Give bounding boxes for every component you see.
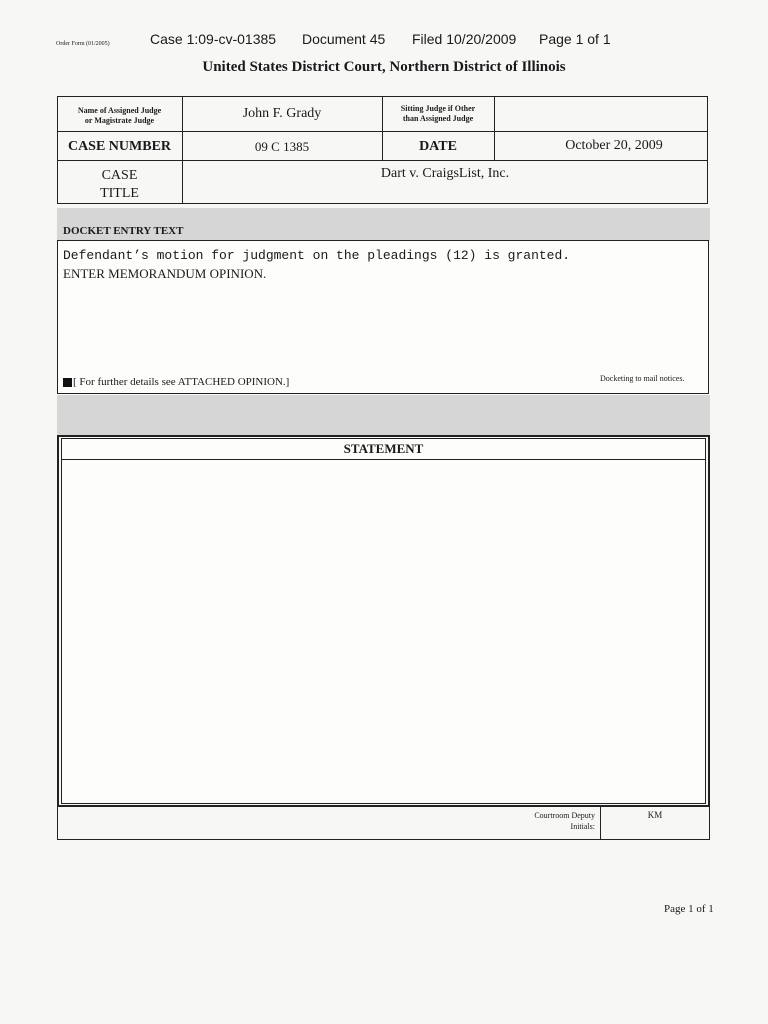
docket-line-2: ENTER MEMORANDUM OPINION. [63,266,267,281]
docket-entry-label: DOCKET ENTRY TEXT [63,225,184,237]
docket-line-1: Defendant’s motion for judgment on the pleadings (12) is granted. [63,248,571,263]
document-stamp: Document 45 [302,31,386,47]
deputy-label: Courtroom Deputy Initials: [534,811,595,831]
case-title-value: Dart v. CraigsList, Inc. [380,166,510,181]
court-title: United States District Court, Northern District of Illinois [202,59,566,75]
docket-shade-bottom [57,395,710,435]
sitting-judge-label: Sitting Judge if Other than Assigned Judge [400,104,476,123]
page-number: Page 1 of 1 [664,903,714,915]
further-details-text: [ For further details see ATTACHED OPINION.] [73,376,290,388]
case-number-label: CASE NUMBER [67,139,172,154]
date-label: DATE [419,139,457,154]
docketing-note: Docketing to mail notices. [600,374,685,383]
case-number-value: 09 C 1385 [254,139,310,154]
case-title-label: CASE TITLE [100,168,139,201]
case-stamp: Case 1:09-cv-01385 [150,31,277,47]
docket-entry-box [57,240,709,394]
page-stamp: Page 1 of 1 [539,31,611,47]
deputy-initials-value: KM [647,810,663,820]
statement-inner-box [61,438,706,804]
filed-stamp: Filed 10/20/2009 [412,31,517,47]
date-value: October 20, 2009 [565,138,663,153]
checkbox-filled-icon [63,378,72,387]
form-label: Order Form (01/2005) [56,41,110,47]
statement-heading: STATEMENT [343,441,424,456]
assigned-judge-value: John F. Grady [242,106,322,121]
assigned-judge-label: Name of Assigned Judge or Magistrate Judge [77,106,162,125]
